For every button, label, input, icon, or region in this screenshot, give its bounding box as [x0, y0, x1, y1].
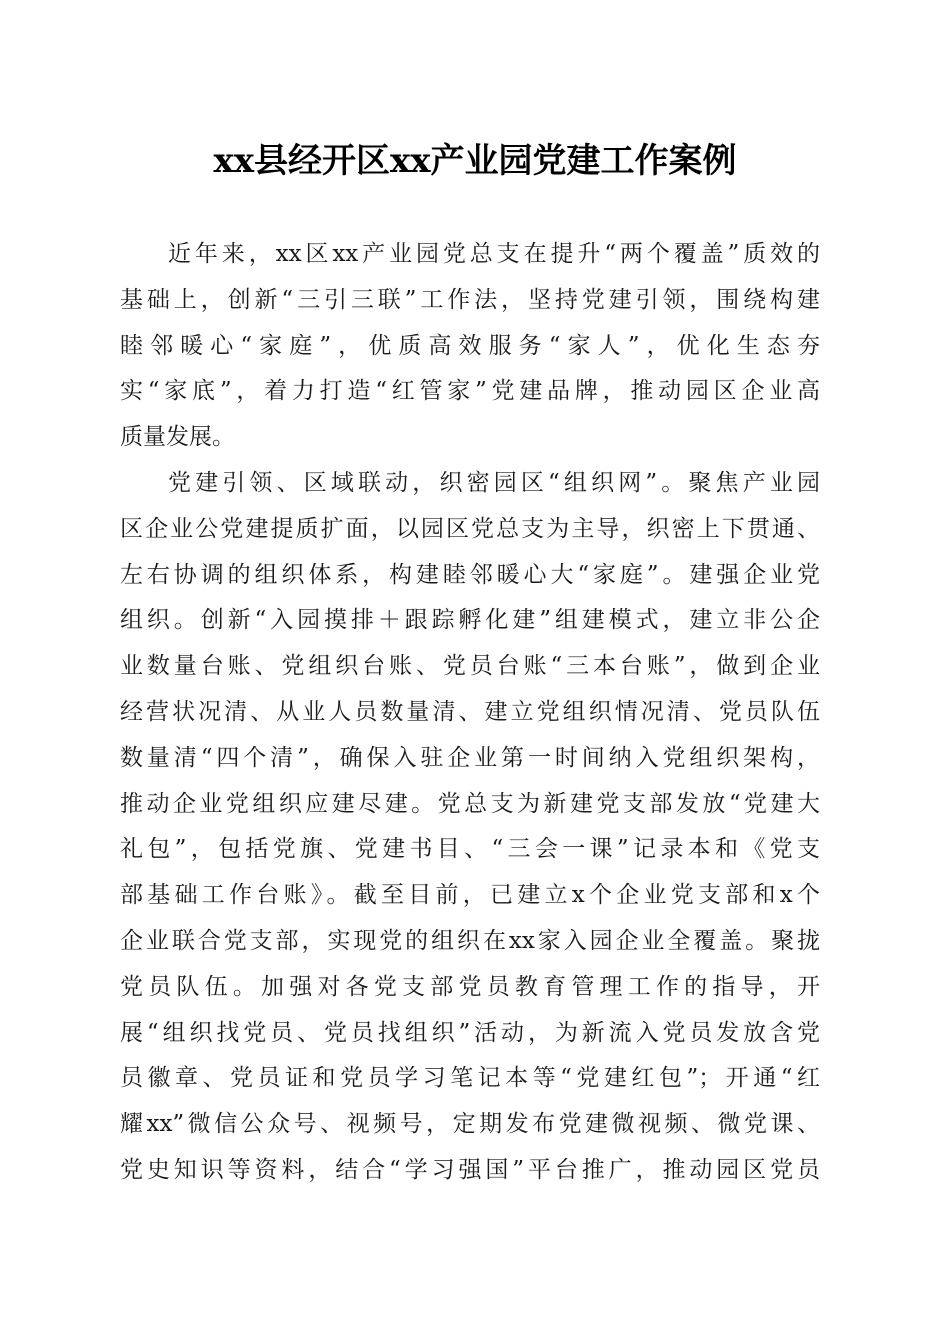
text-line: 展“组织找党员、党员找组织”活动，为新流入党员发放含党	[120, 1019, 820, 1046]
text-line: 质量发展。	[120, 424, 235, 451]
text-line: 近年来，xx区xx产业园党总支在提升“两个覆盖”质效的	[168, 241, 820, 267]
document-title: xx县经开区xx产业园党建工作案例	[213, 141, 737, 181]
text-line: 实“家底”，着力打造“红管家”党建品牌，推动园区企业高	[120, 378, 820, 405]
text-line: 组织。创新“入园摸排＋跟踪孵化建”组建模式，建立非公企	[120, 607, 820, 634]
text-line: 耀xx”微信公众号、视频号，定期发布党建微视频、微党课、	[120, 1111, 820, 1138]
text-line: 左右协调的组织体系，构建睦邻暖心大“家庭”。建强企业党	[120, 561, 820, 588]
text-line: 党建引领、区域联动，织密园区“组织网”。聚焦产业园	[168, 469, 820, 496]
text-line: 部基础工作台账》。截至目前，已建立x个企业党支部和x个	[120, 882, 820, 909]
text-line: 党史知识等资料，结合“学习强国”平台推广，推动园区党员	[120, 1156, 820, 1183]
text-line: 睦邻暖心“家庭”，优质高效服务“家人”，优化生态夯	[120, 332, 820, 359]
text-line: 企业联合党支部，实现党的组织在xx家入园企业全覆盖。聚拢	[120, 927, 820, 954]
text-line: 员徽章、党员证和党员学习笔记本等“党建红包”；开通“红	[120, 1065, 820, 1092]
text-line: 业数量台账、党组织台账、党员台账“三本台账”，做到企业	[120, 653, 820, 680]
paragraph-party-building	[120, 461, 820, 1194]
text-line: 礼包”，包括党旗、党建书目、“三会一课”记录本和《党支	[120, 836, 820, 863]
paragraph-intro	[120, 232, 820, 461]
document-body	[120, 232, 820, 1194]
text-line: 党员队伍。加强对各党支部党员教育管理工作的指导，开	[120, 973, 820, 1000]
text-line: 经营状况清、从业人员数量清、建立党组织情况清、党员队伍	[120, 698, 820, 725]
text-line: 推动企业党组织应建尽建。党总支为新建党支部发放“党建大	[120, 790, 820, 817]
text-line: 基础上，创新“三引三联”工作法，坚持党建引领，围绕构建	[120, 286, 820, 313]
text-line: 数量清“四个清”，确保入驻企业第一时间纳入党组织架构，	[120, 744, 820, 771]
text-line: 区企业公党建提质扩面，以园区党总支为主导，织密上下贯通、	[120, 515, 820, 542]
